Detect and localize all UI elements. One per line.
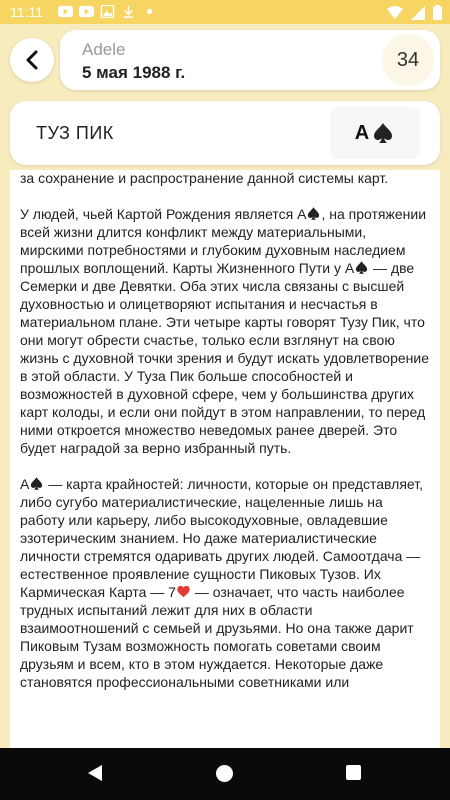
youtube-icon (58, 5, 73, 18)
nav-back-icon[interactable] (86, 764, 104, 782)
battery-icon (433, 5, 442, 20)
description-text: У людей, чьей Картой Рождения является А (20, 206, 307, 222)
status-time: 11:11 (10, 4, 43, 20)
navigation-bar (0, 748, 450, 800)
profile-header (60, 30, 440, 90)
wifi-icon (387, 6, 403, 20)
nav-home-icon[interactable] (216, 765, 233, 782)
spade-icon (29, 476, 44, 491)
gallery-icon (100, 5, 115, 18)
card-description (20, 170, 430, 709)
system-icons (387, 5, 442, 20)
card-rank: А (354, 121, 370, 144)
birth-card-header (10, 101, 440, 165)
card-description-panel[interactable] (10, 170, 440, 748)
description-text: — две Семерки и две Девятки. Оба этих числа связаны с высшей духовностью и олицетворяют испытания и несчастья в материальном плане. Эти четыре карты говорят Тузу Пик, что они могут обрести счастье, только если взглянут на свою жизнь с духовной точки зрения и будут искать удовлетворение в этой области. У Туза Пик больше способностей и возможностей в духовной сфере, чем у большинства других карт колоды, и если они пойдут в этом направлении, то перед ними откроется множество неведомых ранее дверей. Это будет наградой за верно избранный путь. (20, 260, 429, 456)
spade-icon (354, 260, 369, 275)
card-symbol (330, 107, 420, 159)
description-text: , на протяжении всей жизни длится конфликт между материальными, мирскими потребностями и глубоким духовным наследием прошлых воплощений. Карты Жизненного Пути у А (20, 206, 427, 276)
spade-icon (371, 121, 395, 145)
description-text: — означает, что часть наиболее трудных испытаний лежит для них в области взаимоотношений с семьей и друзьями. Но она также дарит Пиковым Тузам возможность помогать советами своим друзьям и всем, кто в этом нуждается. Некоторые даже становятся профессиональными советниками или (20, 584, 414, 690)
description-text: — карта крайностей: личности, которые он представляет, либо сугубо материалистические, нацеленные лишь на работу или карьеру, либо высокодуховные, овладевшие эзотерическим знанием. Но даже материалистические личности стремятся одаривать других людей. Самоотдача — естественное проявление сущности Пиковых Тузов. Их Кармическая Карта — 7 (20, 476, 423, 600)
description-text: А (20, 476, 30, 492)
description-paragraph (20, 170, 430, 187)
nav-recent-icon[interactable] (346, 765, 361, 780)
dot-icon (142, 5, 157, 18)
notification-icons (58, 5, 157, 18)
age-badge (382, 34, 434, 86)
spade-icon (306, 206, 321, 221)
heart-icon (176, 584, 191, 599)
status-bar (0, 0, 450, 24)
description-text: за сохранение и распространение данной системы карт. (20, 170, 389, 186)
description-paragraph (20, 205, 430, 457)
description-paragraph (20, 475, 430, 691)
signal-icon (411, 6, 425, 20)
chevron-left-icon (23, 50, 41, 70)
back-button[interactable] (10, 38, 54, 82)
person-name: Adele (82, 40, 126, 59)
download-icon (121, 5, 136, 18)
birth-date: 5 мая 1988 г. (82, 63, 186, 82)
age-value: 34 (396, 48, 420, 71)
card-name: ТУЗ ПИК (36, 123, 114, 143)
youtube-icon (79, 5, 94, 18)
